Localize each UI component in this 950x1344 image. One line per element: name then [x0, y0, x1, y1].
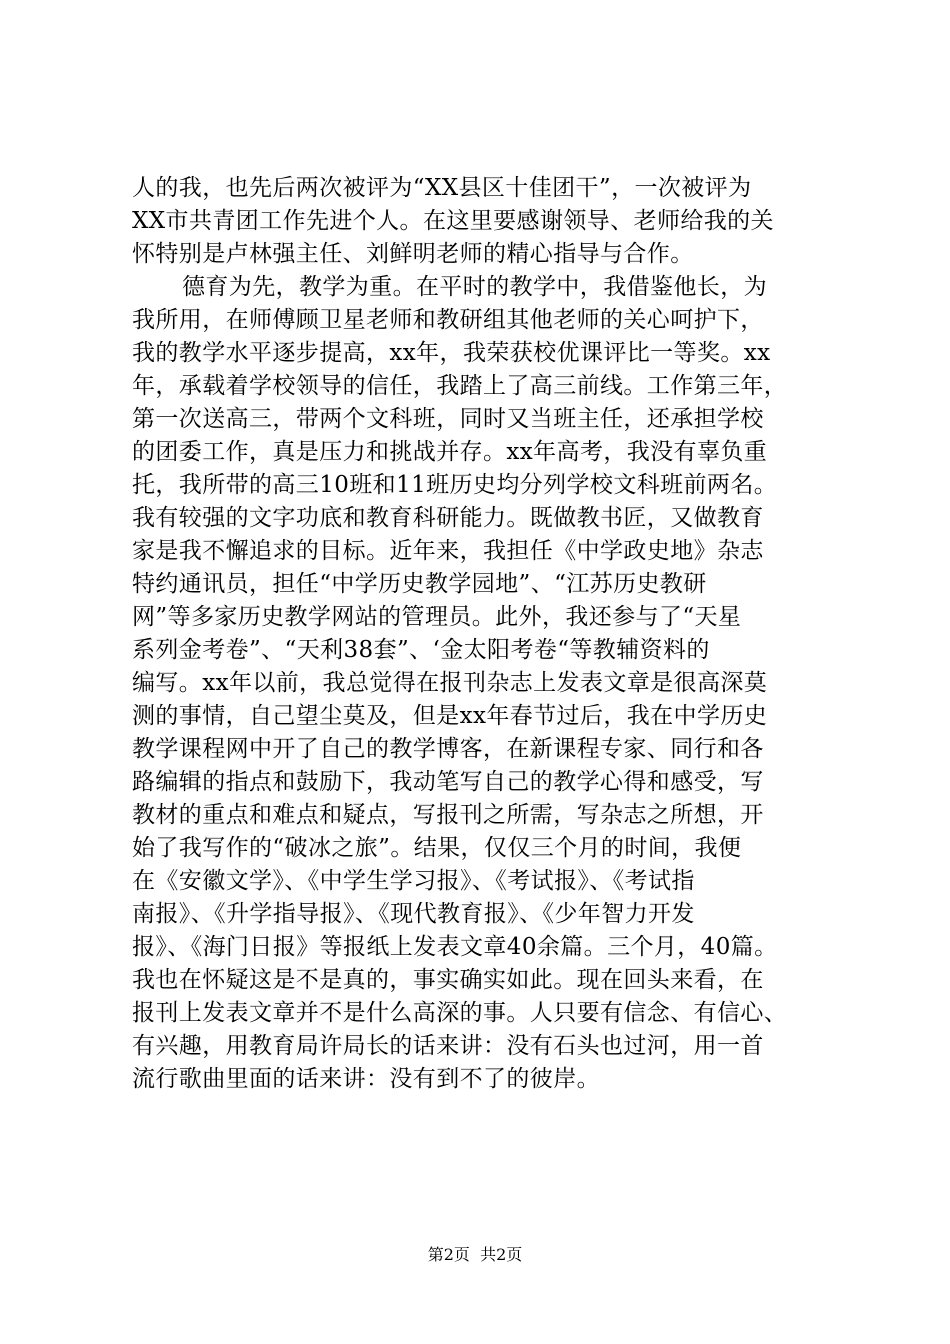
text-line: 教学课程网中开了自己的教学博客，在新课程专家、同行和各	[132, 736, 764, 762]
text-line: 我也在怀疑这是不是真的，事实确实如此。现在回头来看，在	[132, 967, 764, 993]
text-line: 在《安徽文学》、《中学生学习报》、《考试报》、《考试指	[132, 868, 695, 894]
text-line: 有兴趣，用教育局许局长的话来讲：没有石头也过河，用一首	[132, 1033, 764, 1059]
text-line: XX市共青团工作先进个人。在这里要感谢领导、老师给我的关	[132, 208, 774, 234]
page-number-footer: 第2页 共2页	[427, 1245, 523, 1264]
text-line: 路编辑的指点和鼓励下，我动笔写自己的教学心得和感受，写	[132, 769, 764, 795]
text-line: 我有较强的文字功底和教育科研能力。既做教书匠，又做教育	[132, 505, 764, 531]
text-line: 始了我写作的“破冰之旅”。结果，仅仅三个月的时间，我便	[132, 835, 742, 861]
text-line: 我的教学水平逐步提高，xx年，我荣获校优课评比一等奖。xx	[132, 340, 771, 366]
text-line: 特约通讯员，担任“中学历史教学园地”、“江苏历史教研	[132, 571, 707, 597]
text-line: 我所用，在师傅顾卫星老师和教研组其他老师的关心呵护下，	[132, 307, 764, 333]
text-line: 编写。xx年以前，我总觉得在报刊杂志上发表文章是很高深莫	[132, 670, 768, 696]
text-line: 测的事情，自己望尘莫及，但是xx年春节过后，我在中学历史	[132, 703, 768, 729]
text-line: 报》、《海门日报》等报纸上发表文章40余篇。三个月，40篇。	[132, 934, 778, 960]
text-line: 第一次送高三，带两个文科班，同时又当班主任，还承担学校	[132, 406, 764, 432]
text-line: 怀特别是卢林强主任、刘鲜明老师的精心指导与合作。	[132, 241, 694, 267]
text-line: 系列金考卷”、“天利38套”、‘金太阳考卷“等教辅资料的	[132, 637, 710, 663]
paragraph-start-line: 德育为先，教学为重。在平时的教学中，我借鉴他长，为	[182, 274, 767, 300]
text-line: 报刊上发表文章并不是什么高深的事。人只要有信念、有信心、	[132, 1000, 788, 1026]
text-line: 家是我不懈追求的目标。近年来，我担任《中学政史地》杂志	[132, 538, 764, 564]
text-line: 流行歌曲里面的话来讲：没有到不了的彼岸。	[132, 1066, 600, 1092]
text-line: 人的我，也先后两次被评为“XX县区十佳团干”，一次被评为	[132, 175, 752, 201]
text-line: 教材的重点和难点和疑点，写报刊之所需，写杂志之所想，开	[132, 802, 764, 828]
text-line: 的团委工作，真是压力和挑战并存。xx年高考，我没有辜负重	[132, 439, 768, 465]
text-line: 年，承载着学校领导的信任，我踏上了高三前线。工作第三年，	[132, 373, 788, 399]
text-line: 网”等多家历史教学网站的管理员。此外，我还参与了“天星	[132, 604, 742, 630]
body-text	[132, 172, 822, 1096]
text-line: 南报》、《升学指导报》、《现代教育报》、《少年智力开发	[132, 901, 695, 927]
text-line: 托，我所带的高三10班和11班历史均分列学校文科班前两名。	[132, 472, 778, 498]
